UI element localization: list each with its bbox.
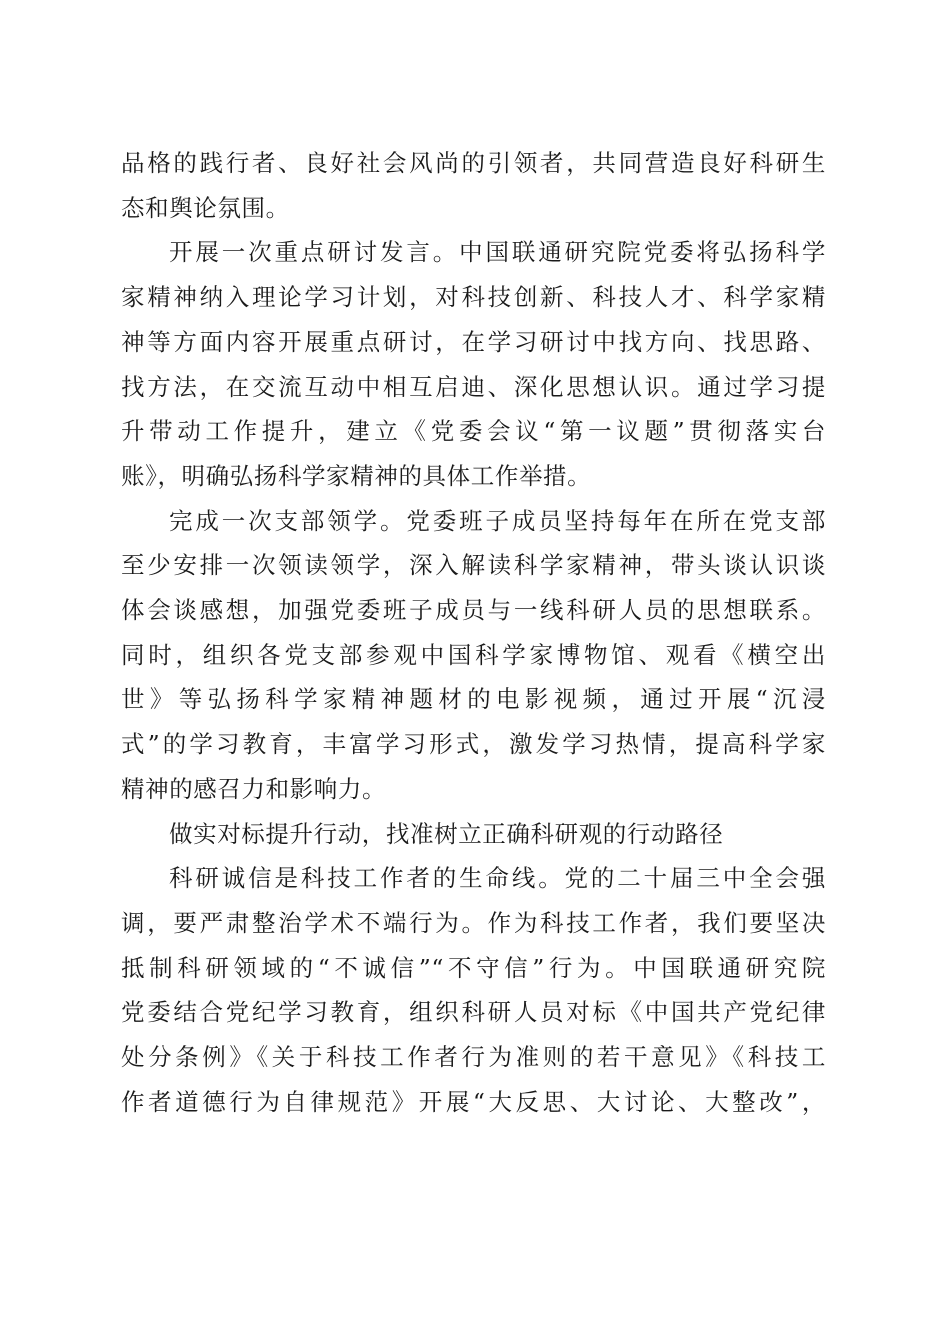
text-line: 账》，明确弘扬科学家精神的具体工作举措。 xyxy=(121,461,592,490)
text-line: 式”的学习教育，丰富学习形式，激发学习热情，提高科学家 xyxy=(121,730,826,759)
text-line: 神等方面内容开展重点研讨，在学习研讨中找方向、找思路、 xyxy=(121,327,826,356)
text-line: 态和舆论氛围。 xyxy=(121,193,290,222)
paragraph-5 xyxy=(121,856,826,1124)
text-line: 同时，组织各党支部参观中国科学家博物馆、观看《横空出 xyxy=(121,640,826,669)
paragraph-2 xyxy=(121,230,826,498)
text-line: 精神的感召力和影响力。 xyxy=(121,774,387,803)
text-line: 至少安排一次领读领学，深入解读科学家精神，带头谈认识谈 xyxy=(121,551,826,580)
text-line: 升带动工作提升，建立《党委会议“第一议题”贯彻落实台 xyxy=(121,417,826,446)
text-line: 世》等弘扬科学家精神题材的电影视频，通过开展“沉浸 xyxy=(121,685,826,714)
text-line: 抵制科研领域的“不诚信”“不守信”行为。中国联通研究院 xyxy=(121,953,826,982)
text-line: 党委结合党纪学习教育，组织科研人员对标《中国共产党纪律 xyxy=(121,998,826,1027)
text-line: 开展一次重点研讨发言。中国联通研究院党委将弘扬科学 xyxy=(169,238,826,267)
text-line: 科研诚信是科技工作者的生命线。党的二十届三中全会强 xyxy=(169,864,826,893)
paragraph-1 xyxy=(121,141,826,230)
section-heading xyxy=(121,812,826,857)
text-line: 调，要严肃整治学术不端行为。作为科技工作者，我们要坚决 xyxy=(121,908,826,937)
text-line: 做实对标提升行动，找准树立正确科研观的行动路径 xyxy=(169,819,724,848)
paragraph-3 xyxy=(121,499,826,812)
text-line: 家精神纳入理论学习计划，对科技创新、科技人才、科学家精 xyxy=(121,283,826,312)
text-line: 找方法，在交流互动中相互启迪、深化思想认识。通过学习提 xyxy=(121,372,826,401)
document-body xyxy=(121,141,826,1124)
text-line: 体会谈感想，加强党委班子成员与一线科研人员的思想联系。 xyxy=(121,596,826,625)
text-line: 作者道德行为自律规范》开展“大反思、大讨论、大整改”， xyxy=(121,1087,826,1116)
text-line: 完成一次支部领学。党委班子成员坚持每年在所在党支部 xyxy=(169,506,826,535)
text-line: 品格的践行者、良好社会风尚的引领者，共同营造良好科研生 xyxy=(121,149,826,177)
text-line: 处分条例》《关于科技工作者行为准则的若干意见》《科技工 xyxy=(121,1043,826,1072)
